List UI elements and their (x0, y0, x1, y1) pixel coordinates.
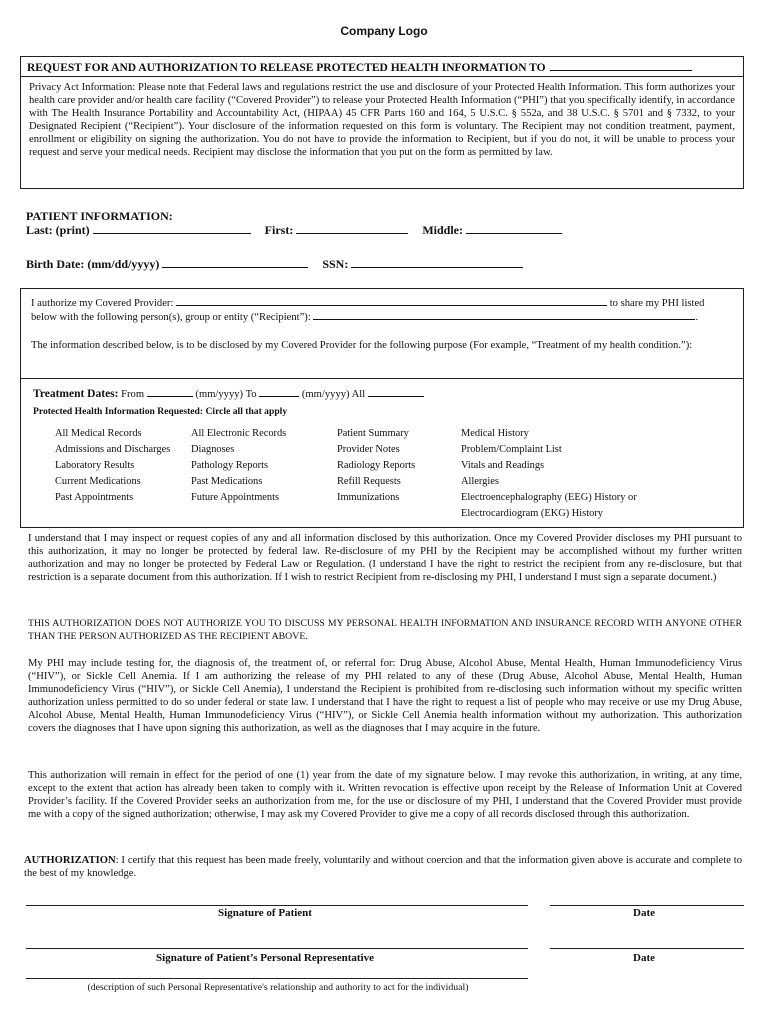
phi-option[interactable]: Medical History (461, 428, 529, 439)
representative-date-label: Date (633, 952, 655, 964)
covered-provider-field[interactable] (176, 296, 607, 306)
privacy-act-text: Privacy Act Information: Please note that Federal laws and regulations restrict the use and disclosure of your Protected Health Information. This form authorizes your health care provider and/or health care facility (“Covered Provider”) to release your Protected Health Information (“PHI”) that you specifically identify, in accordance with The Health Insurance Portability and Accountability Act, (HIPAA) 45 CFR Parts 160 and 164, 5 U.S.C. § 552a, and 38 U.S.C. § 5701 and § 7332, to your Designated Recipient (“Recipient”). Your disclosure of the information requested on this form is voluntary. The Recipient may not condition treatment, payment, enrollment or eligibility on signing the authorization. You do not have to provide the information to Recipient, but if you do not, it will be unable to process your request and serve your medical needs. Recipient may disclose the information that you put on the form as permitted by law. (29, 82, 735, 158)
recipient-row (31, 310, 733, 324)
phi-option[interactable]: Provider Notes (337, 444, 400, 455)
privacy-section (20, 56, 744, 189)
phi-heading: Protected Health Information Requested: Circle all that apply (33, 406, 288, 417)
recipient-section (21, 289, 743, 379)
phi-option[interactable]: Electrocardiogram (EKG) History (461, 508, 603, 519)
last-name-field[interactable] (93, 223, 251, 234)
phi-option[interactable]: Allergies (461, 476, 499, 487)
phi-option[interactable]: Refill Requests (337, 476, 401, 487)
share-phi-label: to share my PHI listed (609, 298, 705, 309)
representative-description-note: (description of such Personal Representative's relationship and authority to act for the individual) (87, 982, 469, 993)
patient-signature-line[interactable] (26, 905, 528, 906)
all-dates-field[interactable] (368, 387, 424, 397)
middle-name-label: Middle: (422, 223, 463, 237)
phi-option[interactable]: Radiology Reports (337, 460, 416, 471)
no-discussion-notice: THIS AUTHORIZATION DOES NOT AUTHORIZE YOU TO DISCUSS MY PERSONAL HEALTH INFORMATION AND INSURANCE RECORD WITH ANYONE OTHER THAN THE PERSON AUTHORIZED AS THE RECIPIENT ABOVE. (28, 618, 742, 642)
company-logo: Company Logo (340, 24, 428, 38)
representative-signature-label: Signature of Patient’s Personal Representative (156, 952, 374, 964)
birth-ssn-row (26, 257, 523, 272)
birth-date-field[interactable] (162, 257, 308, 268)
authorization-label: AUTHORIZATION (24, 855, 116, 866)
authorization-text: : I certify that this request has been made freely, voluntarily and without coercion and that the information given above is accurate and complete to the best of my knowledge. (24, 855, 742, 879)
authorization-statement (24, 855, 742, 881)
representative-signature-line[interactable] (26, 948, 528, 949)
treatment-dates-row (33, 387, 731, 400)
phi-option[interactable]: Pathology Reports (191, 460, 269, 471)
from-label: From (121, 389, 145, 400)
from-date-field[interactable] (147, 387, 193, 397)
treatment-dates-label: Treatment Dates: (33, 388, 119, 400)
patient-date-label: Date (633, 907, 655, 919)
recipient-field[interactable] (313, 310, 695, 320)
ssn-field[interactable] (351, 257, 523, 268)
phi-option[interactable]: Past Medications (191, 476, 263, 487)
patient-name-row (26, 223, 562, 238)
to-date-field[interactable] (259, 387, 299, 397)
phi-section (21, 379, 743, 522)
patient-info-heading: PATIENT INFORMATION: (26, 209, 173, 223)
ssn-label: SSN: (322, 257, 349, 271)
phi-option[interactable]: Immunizations (337, 492, 400, 503)
birth-date-label: Birth Date: (mm/dd/yyyy) (26, 257, 160, 271)
phi-option[interactable]: Admissions and Discharges (55, 444, 171, 455)
inspect-copies-paragraph: I understand that I may inspect or request copies of any and all information disclosed by this authorization. Once my Covered Provider discloses my PHI pursuant to this authorization, it may no longer be protected by federal law. Re-disclosure of my PHI by the Recipient may be accomplished without my further written authorization and may no longer be protected by Federal Law or Regulation. (I understand I have the right to restrict the recipient from any re-disclosure, but that restriction is a separate document from this authorization. If I wish to restrict Recipient from re-disclosing my PHI, I understand I must sign a separate document.) (28, 533, 742, 583)
phi-option[interactable]: Past Appointments (55, 492, 134, 503)
sensitive-phi-paragraph: My PHI may include testing for, the diagnosis of, the treatment of, or referral for: Drug Abuse, Alcohol Abuse, Mental Health, Human Immunodeficiency Virus (“HIV”), or Sickle Cell Anemia. If I am authorizing the release of my PHI related to any of these (Drug Abuse, Alcohol Abuse, Mental Health, Human Immunodeficiency Virus (“HIV”), or Sickle Cell Anemia), I understand the Recipient is prohibited from re-disclosing such information without my specific written authorization unless permitted to do so under federal or state law. I understand that I have the right to request a list of people who may receive or use my Drug Abuse, Alcohol Abuse, Mental Health, Human Immunodeficiency Virus (“HIV”), or Sickle Cell Anemia health information without my authorization. This authorization covers the diagnoses that I have upon signing this authorization, as well as the diagnoses that I may acquire in the future. (28, 658, 742, 734)
expiration-paragraph: This authorization will remain in effect for the period of one (1) year from the date of my signature below. I may revoke this authorization, in writing, at any time, except to the extent that action has already been taken to comply with it. Written revocation is effective upon receipt by the Release of Information Unit at Covered Provider’s facility. If the Covered Provider seeks an authorization from me, for the use or disclosure of my PHI, I understand that the Covered Provider must provide me with a copy of the signed authorization; otherwise, I may ask my Covered Provider to give me a copy of all records disclosed through this authorization. (28, 770, 742, 820)
phi-column-2 (191, 426, 286, 506)
representative-date-line[interactable] (550, 948, 744, 949)
covered-provider-row (31, 296, 733, 310)
patient-signature-label: Signature of Patient (218, 907, 312, 919)
representative-description-line[interactable] (26, 978, 528, 979)
to-format-label: (mm/yyyy) (301, 389, 350, 400)
from-format-label: (mm/yyyy) (195, 389, 244, 400)
form-title-row (21, 57, 743, 77)
to-label: To (245, 389, 257, 400)
phi-option[interactable]: Vitals and Readings (461, 460, 545, 471)
phi-option[interactable]: Future Appointments (191, 492, 280, 503)
phi-option[interactable]: Problem/Complaint List (461, 444, 562, 455)
phi-option[interactable]: Diagnoses (191, 444, 235, 455)
last-name-label: Last: (print) (26, 223, 90, 237)
phi-option[interactable]: All Medical Records (55, 428, 142, 439)
phi-option[interactable]: Electroencephalography (EEG) History or (461, 492, 637, 503)
phi-column-3 (337, 426, 415, 506)
covered-provider-label: I authorize my Covered Provider: (31, 298, 174, 309)
first-name-field[interactable] (296, 223, 408, 234)
form-title: REQUEST FOR AND AUTHORIZATION TO RELEASE PROTECTED HEALTH INFORMATION TO (27, 62, 546, 74)
recipient-blank[interactable] (550, 60, 692, 71)
recipient-period: . (695, 312, 699, 323)
phi-option[interactable]: Current Medications (55, 476, 141, 487)
phi-option[interactable]: Patient Summary (337, 428, 409, 439)
purpose-text: The information described below, is to be disclosed by my Covered Provider for the following purpose (For example, “Treatment of my health condition.”): (31, 340, 693, 351)
phi-column-4 (461, 426, 637, 522)
first-name-label: First: (264, 223, 294, 237)
phi-options-grid (33, 426, 731, 522)
middle-name-field[interactable] (466, 223, 562, 234)
recipient-label: below with the following person(s), group or entity (“Recipient”): (31, 312, 311, 323)
authorization-section (20, 288, 744, 528)
phi-option[interactable]: All Electronic Records (191, 428, 287, 439)
phi-column-1 (55, 426, 170, 506)
all-label: All (351, 389, 366, 400)
phi-option[interactable]: Laboratory Results (55, 460, 135, 471)
patient-date-line[interactable] (550, 905, 744, 906)
